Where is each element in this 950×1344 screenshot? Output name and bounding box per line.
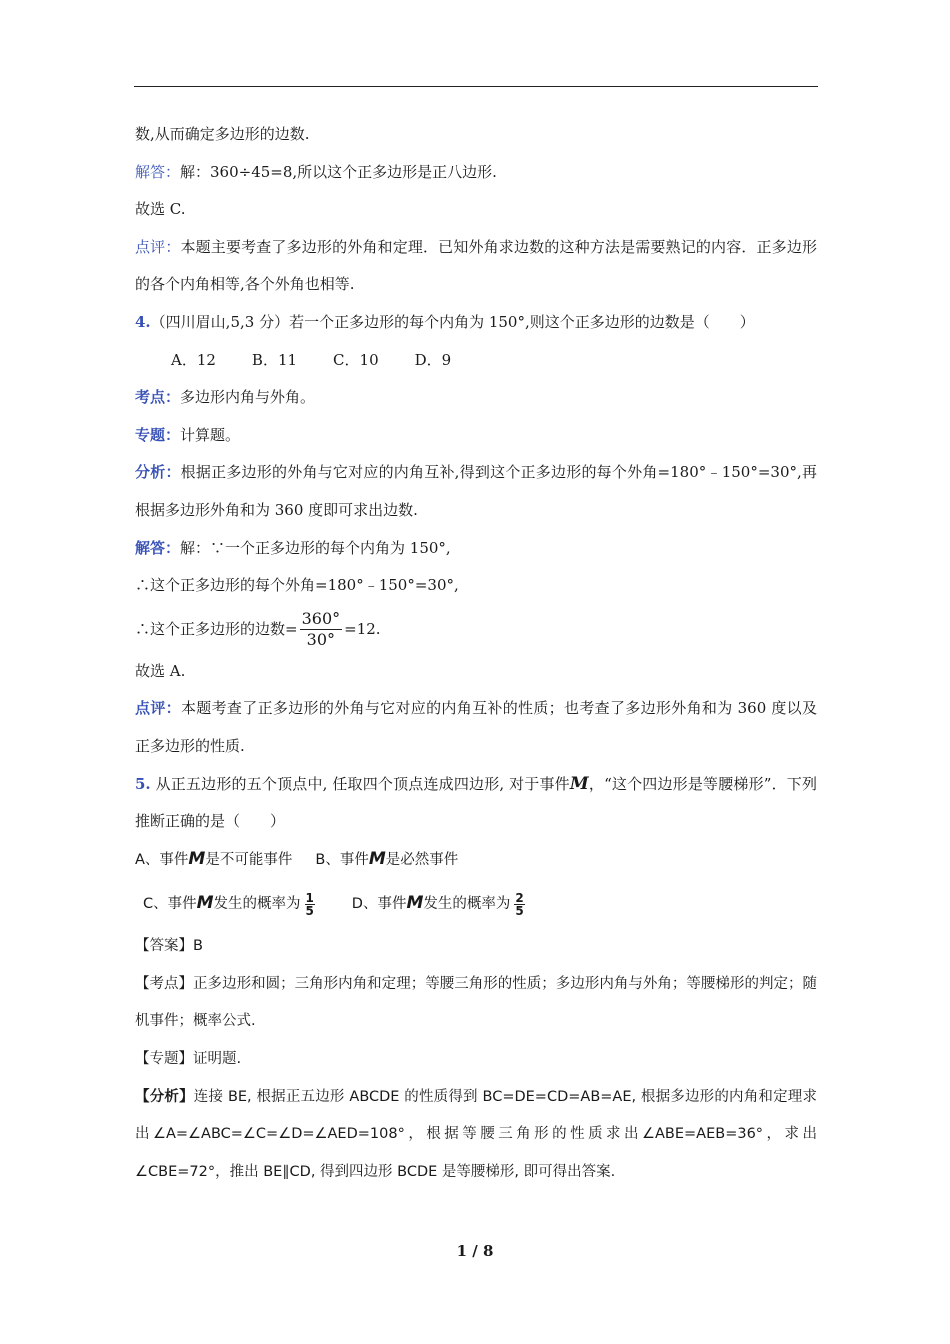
q4-jieda-2: ∴这个正多边形的每个外角=180°﹣150°=30°, <box>135 576 459 595</box>
q5-answer: 【答案】B <box>135 938 203 955</box>
prev-comment: 点评：本题主要考查了多边形的外角和定理．已知外角求边数的这种方法是需要熟记的内容．正多边形的各个内角相等,各个外角也相等. <box>135 237 817 294</box>
header-rule <box>134 86 818 87</box>
q4-dianping: 点评：本题考查了正多边形的外角与它对应的内角互补的性质；也考查了多边形外角和为 360 度以及正多边形的性质. <box>135 699 817 755</box>
q4-zhuanti: 专题：计算题。 <box>135 425 241 444</box>
q5-fenxi: 【分析】连接 BE, 根据正五边形 ABCDE 的性质得到 BC=DE=CD=AB=AE, 根据多边形的内角和定理求出∠A=∠ABC=∠C=∠D=∠AED=108°，根据等腰三角形的性质求出∠ABE=AEB=36°，求出∠CBE=72°，推出 BE∥CD, 得到四边形 BCDE 是等腰梯形, 即可得出答案. <box>135 1088 817 1180</box>
q4-fenxi: 分析：根据正多边形的外角与它对应的内角互补,得到这个正多边形的每个外角=180°﹣150°=30°,再根据多边形外角和为 360 度即可求出边数. <box>135 463 817 519</box>
option-c: C．10 <box>333 350 379 369</box>
prev-answer: 解答：解：360÷45=8,所以这个正多边形是正八边形. <box>135 162 497 181</box>
option-a: A、事件M是不可能事件 <box>135 848 293 869</box>
q5-options-cd <box>135 879 817 928</box>
q4-kaodian: 考点：多边形内角与外角。 <box>135 388 316 407</box>
fraction: $\frac{1}{5}$ <box>305 890 314 918</box>
prev-choice: 故选 C. <box>135 200 186 219</box>
option-d: D、事件M发生的概率为 $\frac{2}{5}$ <box>351 890 524 918</box>
document-body <box>135 116 817 1191</box>
option-a: A．12 <box>171 350 216 369</box>
question-4-options <box>135 342 817 380</box>
option-c: C、事件M发生的概率为 $\frac{1}{5}$ <box>143 890 314 918</box>
question-4-stem: 4.（四川眉山,5,3 分）若一个正多边形的每个内角为 150°,则这个正多边形的边数是（ ） <box>135 312 755 331</box>
fraction: $\frac{360^\circ}{30^\circ}$ <box>301 609 341 650</box>
option-d: D．9 <box>414 350 452 369</box>
q5-zhuanti: 【专题】证明题. <box>135 1051 242 1068</box>
q4-jieda-3: ∴这个正多边形的边数= $\frac{360^\circ}{30^\circ}$ =12. <box>135 609 381 650</box>
page-number: 1 / 8 <box>456 1242 494 1260</box>
q5-kaodian: 【考点】正多边形和圆；三角形内角和定理；等腰三角形的性质；多边形内角与外角；等腰梯形的判定；随机事件；概率公式. <box>135 975 817 1030</box>
q5-options-ab <box>135 841 817 880</box>
continued-text: 数,从而确定多边形的边数. <box>135 125 310 143</box>
fraction: $\frac{2}{5}$ <box>515 890 524 918</box>
option-b: B．11 <box>251 350 298 369</box>
q4-jieda-1: 解答：解：∵一个正多边形的每个内角为 150°, <box>135 538 451 557</box>
option-b: B、事件M是必然事件 <box>315 848 459 869</box>
question-5-stem: 5. 从正五边形的五个顶点中, 任取四个顶点连成四边形, 对于事件M，“这个四边形是等腰梯形”．下列推断正确的是（ ） <box>135 773 817 831</box>
q4-choice: 故选 A. <box>135 661 186 680</box>
